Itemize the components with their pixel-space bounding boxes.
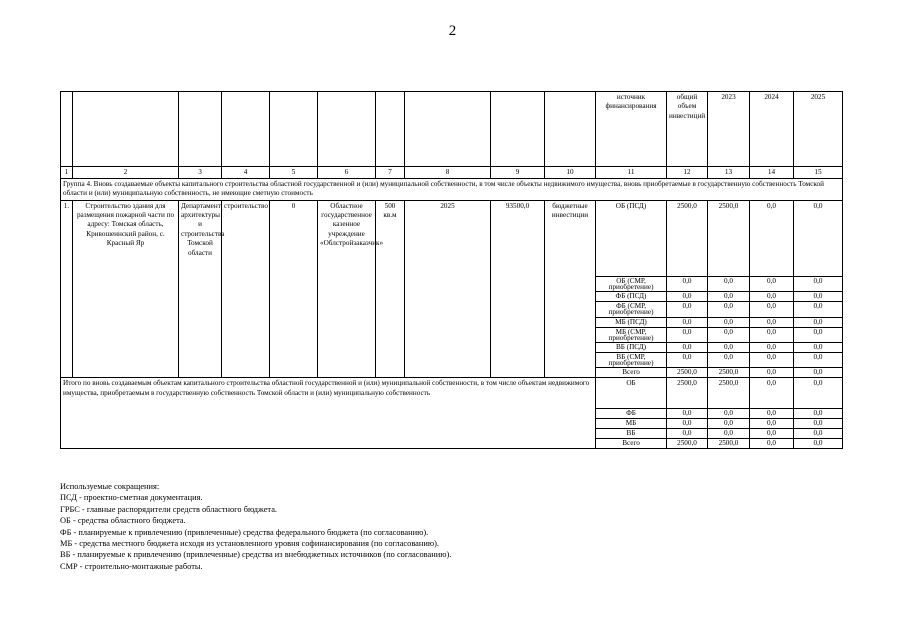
funding-total: 2500,0 [667,368,708,378]
object-c5: 0 [270,200,318,378]
object-row [61,200,843,276]
funding-source: МБ (СМР, приобретение) [596,327,667,342]
col-number: 6 [318,167,376,179]
col-number: 12 [667,167,708,179]
header-source: источник финансирования [596,92,667,167]
col-number: 11 [596,167,667,179]
funding-source: ФБ (ПСД) [596,292,667,302]
total-2023: 0,0 [708,429,750,439]
note-line: МБ - средства местного бюджета исходя из установленного уровня софинансирования (по согласованию). [60,539,439,549]
col-number: 14 [750,167,794,179]
funding-2024: 0,0 [750,302,794,317]
funding-2024: 0,0 [750,368,794,378]
funding-2025: 0,0 [794,200,843,276]
funding-2025: 0,0 [794,302,843,317]
funding-2024: 0,0 [750,276,794,291]
total-2023: 0,0 [708,409,750,419]
funding-source: ВБ (СМР, приобретение) [596,352,667,367]
col-number: 8 [405,167,491,179]
funding-2023: 0,0 [708,276,750,291]
funding-source: ОБ (ПСД) [596,200,667,276]
funding-2023: 0,0 [708,317,750,327]
object-customer: Областное государственное казенное учреждение «Облстройзаказчик» [318,200,376,378]
total-2024: 0,0 [750,409,794,419]
funding-total: 0,0 [667,342,708,352]
col-number: 5 [270,167,318,179]
total-2024: 0,0 [750,378,794,409]
total-total: 2500,0 [667,439,708,449]
funding-source: МБ (ПСД) [596,317,667,327]
funding-total: 0,0 [667,292,708,302]
header-row [61,92,843,167]
col-number: 7 [376,167,405,179]
total-2025: 0,0 [794,429,843,439]
notes-heading: Используемые сокращения: [60,482,160,491]
col-number: 2 [73,167,179,179]
total-title: Итого по вновь создаваемым объектам капитального строительства областной государственной и (или) муниципальной собственности, в том числе объектам недвижимого имущества, приобретаемым в государственную собственность Томской области и (или) муниципальную собственность [61,378,596,449]
funding-source: ВБ (ПСД) [596,342,667,352]
total-total: 2500,0 [667,378,708,409]
total-total: 0,0 [667,429,708,439]
col-number: 3 [179,167,222,179]
total-2024: 0,0 [750,429,794,439]
object-capacity: 500 кв.м [376,200,405,378]
total-2024: 0,0 [750,439,794,449]
col-number: 15 [794,167,843,179]
total-source: Всего [596,439,667,449]
funding-total: 0,0 [667,317,708,327]
funding-2024: 0,0 [750,317,794,327]
funding-2024: 0,0 [750,292,794,302]
column-numbers-row [61,167,843,179]
funding-2023: 0,0 [708,327,750,342]
funding-2025: 0,0 [794,292,843,302]
row-number: 1. [61,200,73,378]
object-grbs: Департамент архитектуры и строительства Томской области [179,200,222,378]
total-2023: 0,0 [708,419,750,429]
funding-2023: 2500,0 [708,200,750,276]
funding-2025: 0,0 [794,317,843,327]
total-2023: 2500,0 [708,439,750,449]
total-2024: 0,0 [750,419,794,429]
col-number: 1 [61,167,73,179]
total-source: ФБ [596,409,667,419]
abbreviations-notes [60,481,451,572]
total-2025: 0,0 [794,439,843,449]
group-row [61,179,843,201]
header-total: общий объем инвестиций [667,92,708,167]
total-source: МБ [596,419,667,429]
note-line: ПСД - проектно-сметная документация. [60,493,203,503]
funding-2024: 0,0 [750,342,794,352]
total-2025: 0,0 [794,378,843,409]
funding-2023: 0,0 [708,342,750,352]
col-number: 10 [545,167,596,179]
object-type: строительство [222,200,270,378]
note-line: СМР - строительно-монтажные работы. [60,561,203,571]
funding-total: 0,0 [667,276,708,291]
note-line: ВБ - планируемые к привлечению (привлеченные) средства из внебюджетных источников (по согласованию). [60,550,452,560]
object-year: 2025 [405,200,491,378]
funding-2023: 0,0 [708,352,750,367]
total-2025: 0,0 [794,409,843,419]
funding-2024: 0,0 [750,352,794,367]
investment-table [60,91,843,449]
funding-2023: 0,0 [708,292,750,302]
header-2024: 2024 [750,92,794,167]
header-2025: 2025 [794,92,843,167]
funding-2025: 0,0 [794,342,843,352]
group-title: Группа 4. Вновь создаваемые объекты капитального строительства областной государственной и (или) муниципальной собственности, в том числе объекты недвижимого имущества, вновь приобретаемые в государственную собственность Томской области и (или) муниципальную собственность, не имеющие сметную стоимость [61,179,843,201]
total-row [61,378,843,409]
funding-2025: 0,0 [794,368,843,378]
funding-source: ОБ (СМР, приобретение) [596,276,667,291]
funding-2023: 2500,0 [708,368,750,378]
total-source: ВБ [596,429,667,439]
funding-source: ФБ (СМР, приобретение) [596,302,667,317]
funding-total: 0,0 [667,302,708,317]
funding-2025: 0,0 [794,352,843,367]
total-total: 0,0 [667,419,708,429]
note-line: ФБ - планируемые к привлечению (привлеченные) средства федерального бюджета (по согласованию). [60,527,429,537]
total-2025: 0,0 [794,419,843,429]
funding-total: 0,0 [667,327,708,342]
funding-total: 2500,0 [667,200,708,276]
object-kind: бюджетные инвестиции [545,200,596,378]
funding-2024: 0,0 [750,200,794,276]
col-number: 9 [491,167,545,179]
funding-2023: 0,0 [708,302,750,317]
funding-2024: 0,0 [750,327,794,342]
note-line: ГРБС - главные распорядители средств областного бюджета. [60,504,278,514]
object-name: Строительство здания для размещения пожарной части по адресу: Томская область, Кривошеинский район, с. Красный Яр [73,200,179,378]
page-number: 2 [448,23,457,39]
funding-source: Всего [596,368,667,378]
object-cost: 93500,0 [491,200,545,378]
funding-total: 0,0 [667,352,708,367]
funding-2025: 0,0 [794,327,843,342]
funding-2025: 0,0 [794,276,843,291]
total-total: 0,0 [667,409,708,419]
col-number: 4 [222,167,270,179]
total-2023: 2500,0 [708,378,750,409]
total-source: ОБ [596,378,667,409]
header-2023: 2023 [708,92,750,167]
col-number: 13 [708,167,750,179]
note-line: ОБ - средства областного бюджета. [60,516,186,526]
